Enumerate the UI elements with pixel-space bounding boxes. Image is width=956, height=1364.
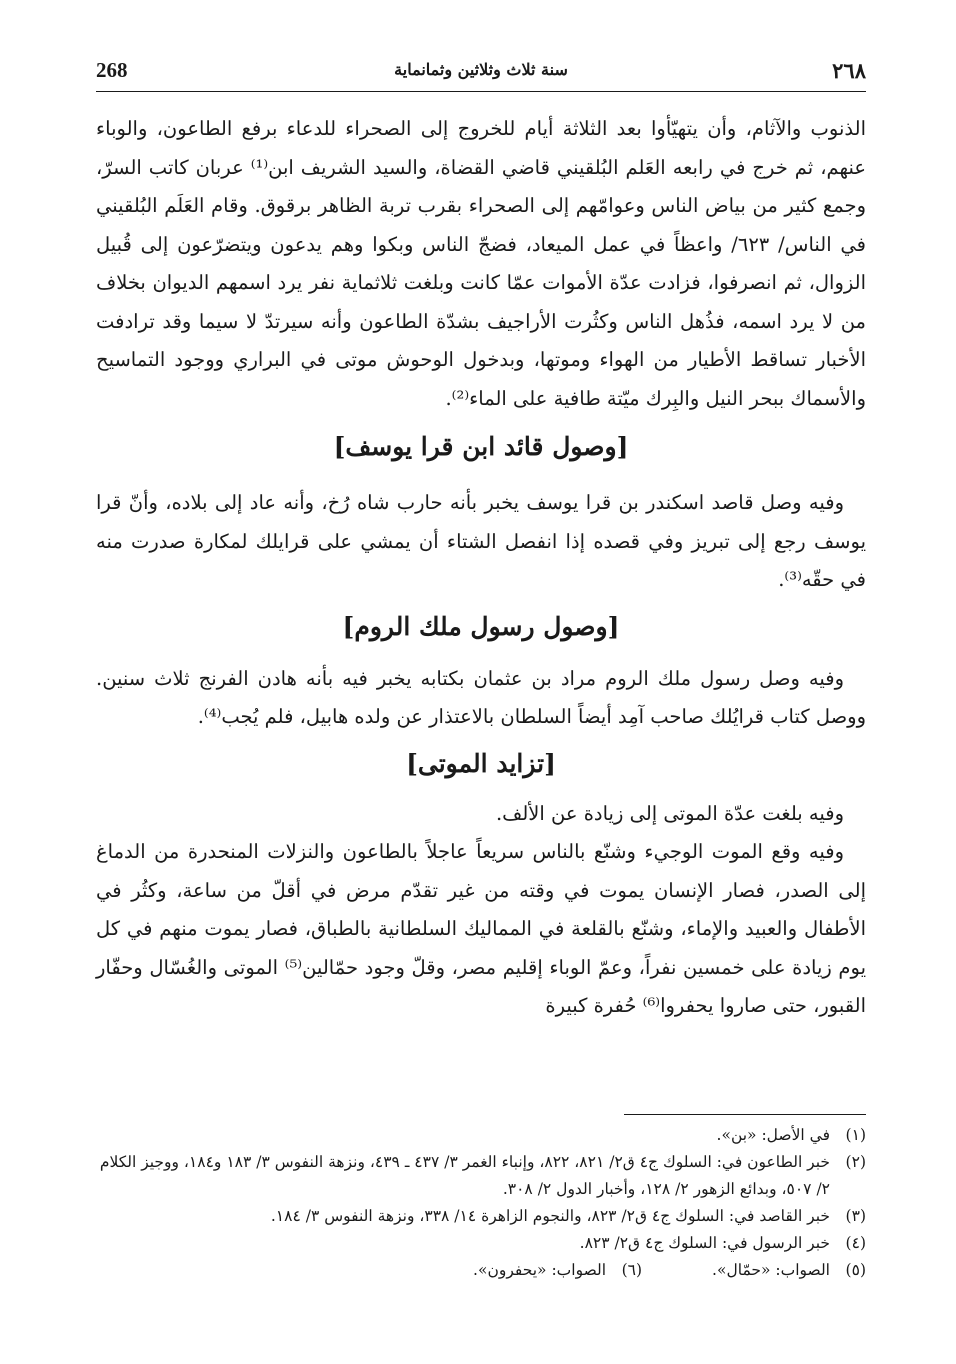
footnotes — [96, 1122, 866, 1284]
main-text — [96, 110, 866, 1026]
footnote-number: (٤) — [845, 1234, 866, 1252]
footnote-row — [96, 1257, 866, 1284]
footnote — [96, 1149, 866, 1203]
footnote-number: (٦) — [621, 1261, 643, 1279]
footnote-number: (٥) — [845, 1261, 866, 1279]
running-title: سنة ثلاث وثلاثين وثمانماية — [394, 60, 568, 79]
footnote-number: (٣) — [845, 1207, 866, 1225]
footnote-number: (١) — [845, 1126, 866, 1144]
footnote-text: خبر الرسول في: السلوك ج٤ ق٢/ ٨٢٣. — [579, 1234, 830, 1252]
paragraph-deaths-thousand: وفيه بلغت عدّة الموتى إلى زيادة عن الألف. — [495, 801, 844, 825]
footnote — [473, 1257, 642, 1284]
section-heading-envoy-rum: [وصول رسول ملك الروم] — [342, 611, 620, 641]
footnote-rule — [624, 1114, 866, 1115]
footnote — [96, 1230, 866, 1257]
paragraph-envoy-qara-yusuf: وفيه وصل قاصد اسكندر بن قرا يوسف يخبر بأنه حارب شاه رُخ، وأنه عاد إلى بلاده، وأنّ قرا يوسف رجع إلى تبريز وفي قصده إذا انفصل الشتاء أن يمشي على قرايلك لمكارة صدرت منه في حقّه⁽³⁾. — [96, 491, 866, 591]
page-number-arabic: ٢٦٨ — [832, 58, 866, 83]
footnote — [96, 1122, 866, 1149]
paragraph-plague-prayer: الذنوب والآثام، وأن يتهيّأوا بعد الثلاثة أيام للخروج إلى الصحراء للدعاء برفع الطاعون، والوباء عنهم، ثم خرج في رابعه العَلم البُلقيني قاضي القضاة، والسيد الشريف ابن⁽¹⁾ عربان كاتب السرّ، وجمع كثير من بياض الناس وعوامّهم إلى الصحراء بقرب تربة الظاهر برقوق. وقام العَلَم البُلقيني في الناس/ ٦٢٣/ واعظاً في عمل الميعاد، فضجّ الناس وبكوا وهم يدعون ويتضرّعون إلى قُبيل الزوال، ثم انصرفوا، فزادت عدّة الأموات عمّا كانت وبلغت ثلاثماية نفر يرد اسمهم الديوان بخلاف من لا يرد اسمه، فذُهل الناس وكثُرت الأراجيف بشدّة الطاعون وأنه سيرتدّ لا سيما وقد ترادفت الأخبار تساقط الأطيار من الهواء وموتها، وبدخول الوحوش موتى في البراري ووجود التماسيح والأسماك ببحر النيل والبِرك ميّتة طافية على الماء⁽²⁾. — [96, 117, 866, 410]
page-number-latin: 268 — [96, 58, 128, 82]
section-heading-envoy-qara-yusuf: [وصول قائد ابن قرا يوسف] — [333, 432, 629, 461]
paragraph-sudden-death: وفيه وقع الموت الوجيء وشنّع بالناس سريعاً عاجلاً بالطاعون والنزلات المنحدرة من الدماغ إلى الصدر، فصار الإنسان يموت في وقته من غير تقدّم مرض في أقلّ من ساعة، وكثُر في الأطفال والعبيد والإماء، وشنّع بالقلعة في المماليك السلطانية بالطباق، فصار يموت منهم في كل يوم زيادة على خمسين نفراً، وعمّ الوباء إقليم مصر، وقلّ وجود حمّالين⁽⁵⁾ الموتى والغُسّال وحفّار القبور، حتى صاروا يحفروا⁽⁶⁾ حُفرة كبيرة — [96, 840, 867, 1017]
footnote-text: في الأصل: «بن». — [716, 1126, 830, 1144]
section-heading-deaths-increase: [تزايد الموتى] — [406, 748, 556, 778]
footnote — [96, 1203, 866, 1230]
footnote — [712, 1257, 866, 1284]
header-rule — [96, 91, 866, 92]
footnote-text: خبر الطاعون في: السلوك ج٤ ق٢/ ٨٢١، ٨٢٢، وإنباء الغمر ٣/ ٤٣٧ ـ ٤٣٩، ونزهة النفوس ٣/ ١٨٣ و١٨٤، ووجيز الكلام ٢/ ٥٠٧، وبدائع الزهور ٢/ ١٢٨، وأخبار الدول ٢/ ٣٠٨. — [99, 1153, 830, 1198]
footnote-text: خبر القاصد في: السلوك ج٤ ق٢/ ٨٢٣، والنجوم الزاهرة ١٤/ ٣٣٨، ونزهة النفوس ٣/ ١٨٤. — [270, 1207, 830, 1225]
page-header — [96, 58, 866, 92]
footnote-text: الصواب: «يحفرون». — [473, 1261, 607, 1279]
paragraph-envoy-rum: وفيه وصل رسول ملك الروم مراد بن عثمان بكتابه يخبر فيه بأنه هادن الفرنج ثلاث سنين. ووصل كتاب قرايُلك صاحب آمِد أيضاً السلطان بالاعتذار عن ولده هابيل، فلم يُجب⁽⁴⁾. — [96, 666, 866, 728]
footnote-text: الصواب: «حمّال». — [712, 1261, 830, 1279]
footnote-number: (٢) — [845, 1153, 866, 1171]
